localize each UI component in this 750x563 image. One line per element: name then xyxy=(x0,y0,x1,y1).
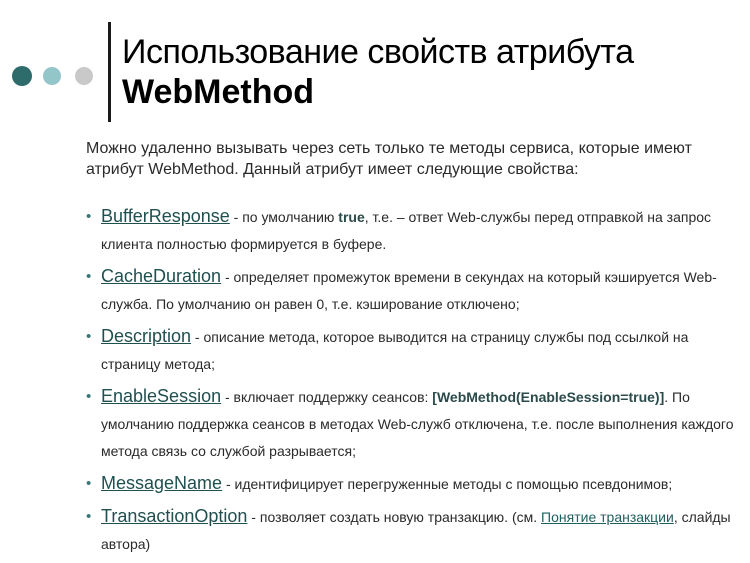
transaction-link[interactable]: Понятие транзакции xyxy=(541,509,674,525)
dot-gray-icon xyxy=(75,67,93,85)
property-desc: - описание метода, которое выводится на страницу службы под ссылкой на страницу метода; xyxy=(101,329,689,372)
property-name[interactable]: TransactionOption xyxy=(101,506,248,526)
title-line-1: Использование свойств атрибута xyxy=(122,33,634,71)
property-strong: true xyxy=(338,209,365,225)
list-item-cache-duration xyxy=(86,263,736,318)
property-desc: - идентифицирует перегруженные методы с помощью псевдонимов; xyxy=(222,476,673,492)
list-item-message-name xyxy=(86,470,736,498)
property-desc: - по умолчанию xyxy=(229,209,339,225)
property-name[interactable]: EnableSession xyxy=(101,386,222,406)
bullet-icon: • xyxy=(86,268,92,285)
list-item-enable-session xyxy=(86,383,736,465)
bullet-icon: • xyxy=(86,328,92,345)
property-strong: [WebMethod(EnableSession=true)] xyxy=(432,389,665,405)
intro-paragraph: Можно удаленно вызывать через сеть только те методы сервиса, которые имеют атрибут WebMethod. Данный атрибут имеет следующие свойства: xyxy=(86,140,692,178)
property-desc: . По умолчанию поддержка сеансов в методах Web-служб отключена, т.е. после выполнения каждого метода связь со службой разрывается; xyxy=(101,389,734,459)
property-desc: , слайды автора) xyxy=(101,509,731,552)
bullet-icon: • xyxy=(86,388,92,405)
properties-list xyxy=(86,203,736,563)
property-name[interactable]: BufferResponse xyxy=(101,206,230,226)
list-item-buffer-response xyxy=(86,203,736,258)
property-desc: - определяет промежуток времени в секундах на который кэшируется Web-служба. По умолчанию он равен 0, т.е. кэширование отключено; xyxy=(101,269,717,312)
property-name[interactable]: MessageName xyxy=(101,473,223,493)
property-desc: - включает поддержку сеансов: xyxy=(221,389,433,405)
bullet-icon: • xyxy=(86,475,92,492)
dot-dark-icon xyxy=(12,66,32,86)
bullet-icon: • xyxy=(86,208,92,225)
list-item-transaction-option xyxy=(86,503,736,558)
property-desc: , т.е. – ответ Web-службы перед отправкой на запрос клиента полностью формируется в буфере. xyxy=(101,209,712,252)
slide-title xyxy=(122,32,742,112)
property-name[interactable]: CacheDuration xyxy=(101,266,222,286)
list-item-description xyxy=(86,323,736,378)
title-divider xyxy=(108,22,111,122)
dot-light-icon xyxy=(43,67,61,85)
property-name[interactable]: Description xyxy=(101,326,192,346)
title-line-2: WebMethod xyxy=(122,73,315,111)
bullet-icon: • xyxy=(86,508,92,525)
property-desc: - позволяет создать новую транзакцию. (см. xyxy=(247,509,542,525)
